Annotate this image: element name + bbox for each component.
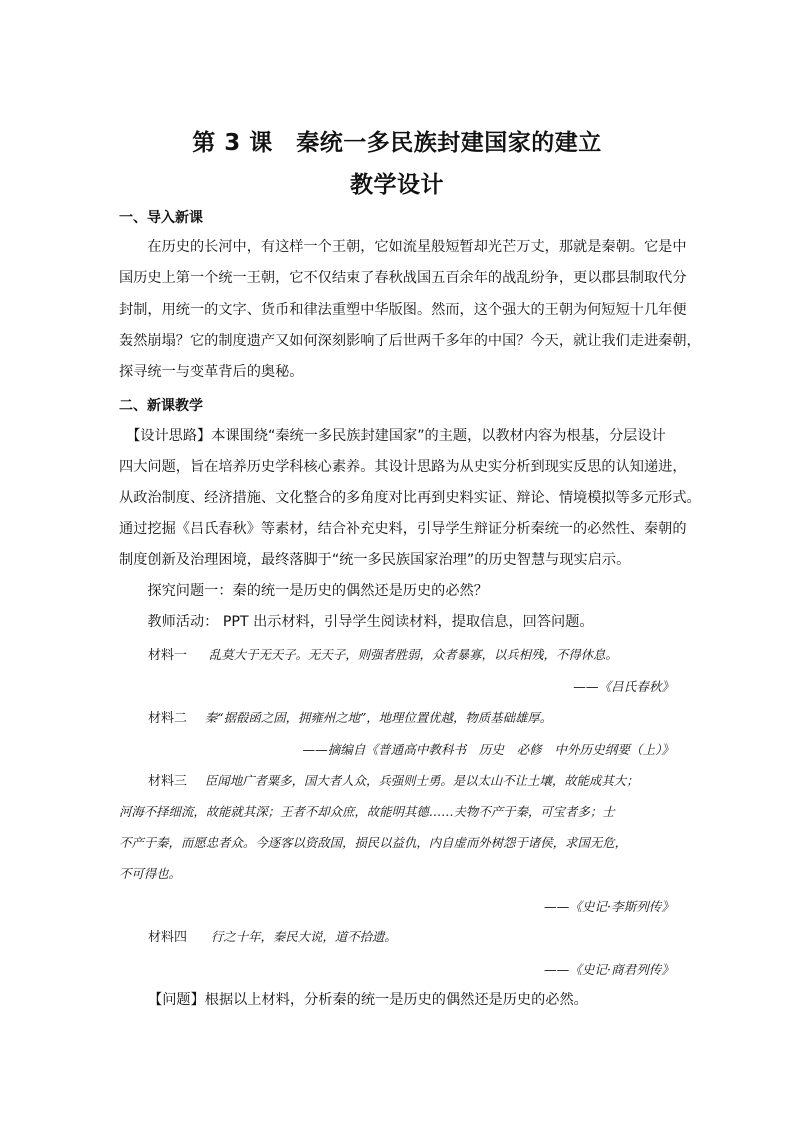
- material-two: [148, 708, 552, 729]
- intro-paragraph-line: 封制，用统一的文字、货币和律法重塑中华版图。然而，这个强大的王朝为何短短十几年便: [119, 302, 687, 318]
- section-heading-new-lesson: 二、新课教学: [119, 398, 203, 414]
- material-label: 材料一: [148, 648, 188, 663]
- lesson-subtitle: 教学设计: [350, 172, 444, 198]
- material-label: 材料二: [148, 711, 188, 726]
- material-three: [148, 771, 639, 792]
- question-prompt: 【问题】根据以上材料，分析秦的统一是历史的偶然还是历史的必然。: [148, 992, 588, 1008]
- material-text: 乱莫大于无天子。无天子，则强者胜弱，众者暴寡，以兵相残，不得休息。: [208, 647, 618, 662]
- material-text: 河海不择细流，故能就其深；王者不却众庶，故能明其德……夫物不产于秦，可宝者多；士: [119, 804, 615, 819]
- intro-paragraph-line: 在历史的长河中，有这样一个王朝，它如流星般短暂却光芒万丈，那就是秦朝。它是中: [119, 239, 687, 255]
- material-text: 臣闻地广者粟多，国大者人众，兵强则士勇。是以太山不让土壤，故能成其大；: [204, 773, 639, 788]
- material-label: 材料四: [148, 930, 188, 945]
- material-source: ——摘编自《普通高中教科书 历史 必修 中外历史纲要（上）》: [302, 742, 674, 757]
- design-paragraph-line: 四大问题，旨在培养历史学科核心素养。其设计思路为从史实分析到现实反思的认知递进，: [119, 459, 687, 475]
- section-heading-intro: 一、导入新课: [119, 210, 203, 226]
- design-paragraph-line: 通过挖掘《吕氏春秋》等素材，结合补充史料，引导学生辩证分析秦统一的必然性、秦朝的: [119, 521, 687, 537]
- inquiry-question-one: 探究问题一：秦的统一是历史的偶然还是历史的必然？: [119, 583, 488, 599]
- teacher-activity: 教师活动： PPT 出示材料，引导学生阅读材料，提取信息，回答问题。: [119, 614, 594, 630]
- material-source: ——《吕氏春秋》: [573, 679, 674, 694]
- material-text: 不产于秦，而愿忠者众。今逐客以资敌国，损民以益仇，内自虚而外树怨于诸侯，求国无危，: [119, 835, 628, 850]
- design-paragraph-line: 制度创新及治理困境，最终落脚于“统一多民族国家治理”的历史智慧与现实启示。: [119, 552, 631, 568]
- intro-paragraph-line: 探寻统一与变革背后的奥秘。: [119, 364, 304, 380]
- design-paragraph-line: 【设计思路】本课围绕“秦统一多民族封建国家”的主题，以教材内容为根基，分层设计: [119, 428, 666, 444]
- material-four: [148, 927, 397, 948]
- intro-paragraph-line: 轰然崩塌？它的制度遗产又如何深刻影响了后世两千多年的中国？今天，就让我们走进秦朝，: [119, 333, 701, 349]
- material-source: ——《史记·李斯列传》: [544, 899, 674, 914]
- material-label: 材料三: [148, 774, 188, 789]
- material-one: [148, 645, 618, 666]
- lesson-title: 第 3 课 秦统一多民族封建国家的建立: [192, 130, 602, 156]
- material-source: ——《史记·商君列传》: [544, 962, 674, 977]
- material-text: 秦“据殽函之固，拥雍州之地”，地理位置优越，物质基础雄厚。: [204, 710, 553, 725]
- intro-paragraph-line: 国历史上第一个统一王朝，它不仅结束了春秋战国五百余年的战乱纷争，更以郡县制取代分: [119, 270, 687, 286]
- design-paragraph-line: 从政治制度、经济措施、文化整合的多角度对比再到史料实证、辩论、情境模拟等多元形式。: [119, 490, 701, 506]
- material-text: 不可得也。: [119, 866, 181, 881]
- material-text: 行之十年，秦民大说，道不拾遗。: [210, 929, 397, 944]
